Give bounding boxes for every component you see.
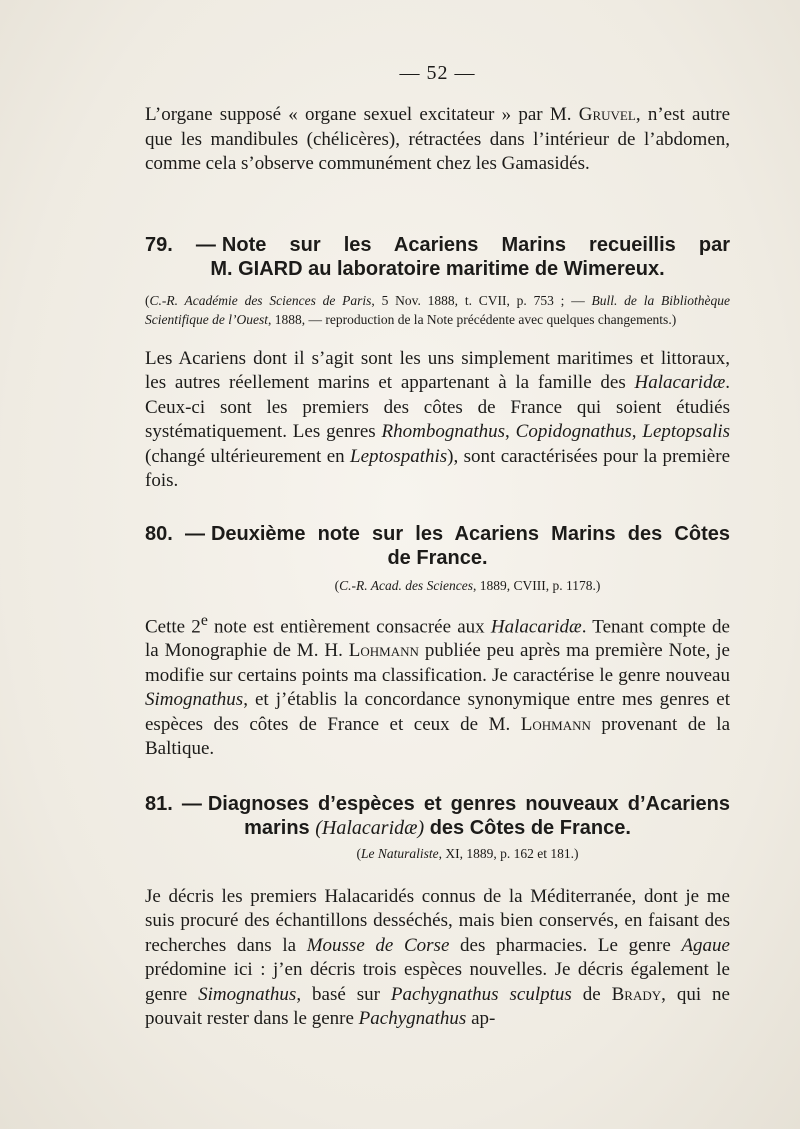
author-name: Gruvel — [578, 104, 636, 125]
section-81-title-line2: marins (Halacaridæ) des Côtes de France. — [244, 816, 631, 839]
section-81-source: (Le Naturaliste, XI, 1889, p. 162 et 181.) — [356, 845, 579, 861]
section-79-title-line1: Note sur les Acariens Marins recueillis par — [221, 233, 731, 256]
section-80-title-line1: Deuxième note sur les Acariens Marins des Côtes — [210, 522, 730, 545]
section-79-paragraph: Les Acariens dont il s’agit sont les uns simplement maritimes et littoraux, les autres réellement marins et appartenant à la famille des Halacaridæ. Ceux-ci sont les premiers des côtes de France qui soient étudiés systématiquement. Les genres Rhombognathus, Copidognathus, Leptopsalis (changé ultérieurement en Leptospathis), sont caractérisées pour la première fois. — [145, 347, 731, 491]
section-80-title-line2: de France. — [387, 546, 488, 569]
section-80-source: (C.-R. Acad. des Sciences, 1889, CVIII, p. 1178.) — [334, 577, 601, 593]
section-79-title-line2: M. GIARD au laboratoire maritime de Wimereux. — [210, 257, 665, 280]
section-79-source: (C.-R. Académie des Sciences de Paris, 5 Nov. 1888, t. CVII, p. 753 ; — Bull. de la Bibliothèque Scientifique de l’Ouest, 1888, — reproduction de la Note précédente avec quelques changements.) — [145, 292, 730, 327]
page-number: — 52 — — [399, 62, 476, 84]
section-80-heading — [145, 522, 730, 570]
section-81-title-line1: Diagnoses d’espèces et genres nouveaux d’Acariens — [207, 792, 730, 815]
section-81-number: 81. — — [145, 792, 202, 815]
section-79-number: 79. — — [145, 233, 216, 256]
section-80-number: 80. — — [145, 522, 205, 545]
section-80-paragraph: Cette 2e note est entièrement consacrée aux Halacaridæ. Tenant compte de la Monographie de M. H. Lohmann publiée peu après ma première Note, je modifie sur certains points ma classification. Je caractérise le genre nouveau Simognathus, et j’établis la concordance synonymique entre mes genres et espèces des côtes de France et ceux de M. Lohmann provenant de la Baltique. — [145, 611, 730, 760]
section-79-heading — [145, 233, 730, 281]
section-81-heading — [145, 792, 730, 840]
section-81-paragraph: Je décris les premiers Halacaridés connus de la Méditerranée, dont je me suis procuré des échantillons desséchés, mais bien conservés, en faisant des recherches dans la Mousse de Corse des pharmacies. Le genre Agaue prédomine ici : j’en décris trois espèces nouvelles. Je décris également le genre Simognathus, basé sur Pachygnathus sculptus de Brady, qui ne pouvait rester dans le genre Pachygnathus ap- — [145, 885, 730, 1030]
intro-paragraph: L’organe supposé « organe sexuel excitateur » par M. Gruvel, n’est autre que les mandibules (chélicères), rétractées dans l’intérieur de l’abdomen, comme cela s’observe communément chez les Gamasidés. — [145, 104, 730, 174]
